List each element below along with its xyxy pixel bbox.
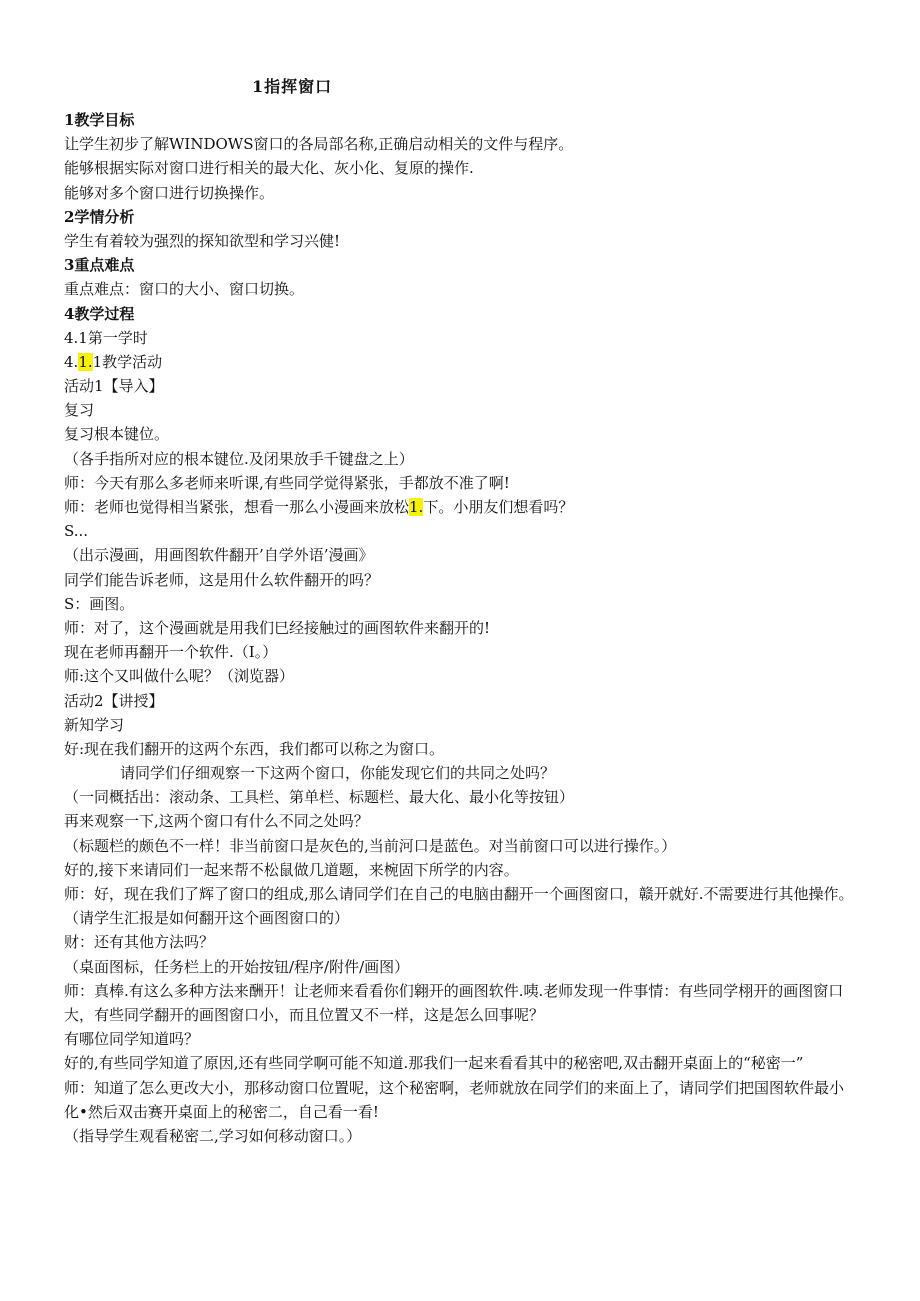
paragraph-line: 复习根本键位。 [64,425,170,444]
paragraph-line: 4.1第一学时 [64,328,148,347]
paragraph-line: 有哪位同学知道吗？ [64,1030,200,1049]
section-heading: 1教学目标 [64,111,135,129]
paragraph-line: 重点难点：窗口的大小、窗口切换。 [64,280,305,299]
paragraph-line: 师：对了，这个漫画就是用我们巳经接触过的画图软件来翻开的! [64,618,491,637]
paragraph-line: 让学生初步了解WINDOWS窗口的各局部名称,正确启动相关的文件与程序。 [64,135,574,154]
paragraph-line: 师:这个又叫做什么呢？（浏览器） [64,667,295,686]
highlighted-text: 1. [409,498,424,516]
paragraph-line: 师：好，现在我们了辉了窗口的组成,那么请同学们在自己的电脑由翻开一个画图窗口，赣开就好.不需要进行其他操作。 [64,885,854,903]
paragraph-line: （标题栏的颇色不一样！非当前窗口是灰色的,当前河口是蓝色。对当前窗口可以进行操作。） [64,836,677,855]
paragraph-line: 活动1【导入】 [64,377,164,396]
paragraph-line: 能够对多个窗口进行切换操作。 [64,183,275,202]
paragraph-line: 复习 [64,401,95,420]
paragraph-line: 新知学习 [64,715,125,734]
section-heading: 3重点难点 [64,256,135,275]
paragraph-line: 财：还有其他方法吗？ [64,933,215,952]
section-heading: 4教学过程 [64,304,135,323]
paragraph-line: （一同概括出：滚动条、工具栏、第单栏、标题栏、最大化、最小化等按钮） [64,788,575,807]
paragraph-line: （请学生汇报是如何翻开这个画图窗口的） [64,909,350,928]
paragraph-line: （出示漫画，用画图软件翻开’自学外语’漫画》 [64,546,374,565]
line-text: 1教学活动 [92,352,163,371]
paragraph-line: 同学们能告诉老师，这是用什么软件翻开的吗？ [64,570,380,589]
paragraph-line: 师：知道了怎么更改大小，那移动窗口位置呢，这个秘密啊，老师就放在同学们的来面上了，请同学们把国图软件最小化•然后双击赛开桌面上的秘密二，自己看一看! [64,1078,845,1121]
paragraph-line: S：画图。 [64,594,135,613]
paragraph-line: 师：真棒.有这么多种方法来酬开！让老师来看看你们翱开的画图软件.咦.老师发现一件事情：有些同学栩开的画图窗口大，有些同学翻开的画图窗口小，而且位置又不一样，这是怎么回事呢？ [64,981,844,1024]
section-heading: 2学情分析 [64,207,135,226]
paragraph-line [64,350,854,374]
paragraph-line: 请同学们仔细观察一下这两个窗口，你能发现它们的共同之处吗？ [120,764,556,783]
paragraph-line: 师：今天有那么多老师来听课,有些同学觉得紧张，手都放不准了啊! [64,473,510,492]
paragraph-line: （指导学生观看秘密二,学习如何移动窗口。） [64,1126,362,1145]
line-text: 下。小朋友们想看吗？ [423,498,574,516]
highlighted-text: 1. [78,352,93,371]
paragraph-line: 好的,接下来请同们一起来帮不松鼠做几道题，来椀固下所学的内容。 [64,860,519,879]
paragraph-line: 好的,有些同学知道了原因,还有些同学啊可能不知道.那我们一起来看看其中的秘密吧,双击翻开桌面上的“秘密一” [64,1054,804,1073]
paragraph-line: 好:现在我们翻开的这两个东西，我们都可以称之为窗口。 [64,739,445,758]
line-text: 4. [64,352,79,371]
paragraph-line: S... [64,522,89,541]
paragraph-line: 再来观察一下,这两个窗口有什么不同之处吗？ [64,812,369,831]
paragraph-line: （各手指所对应的根本键位.及闭果放手千键盘之上） [64,449,414,468]
line-text: 师：老师也觉得相当紧张，想看一那么小漫画来放松 [64,498,410,516]
paragraph-line: 能够根据实际对窗口进行相关的最大化、灰小化、复原的操作. [64,159,474,178]
document-body [64,108,854,1148]
paragraph-line: 学生有着较为强烈的探知欲型和学习兴健! [64,231,341,250]
paragraph-line: 现在老师再翻开一个软件.（I。） [64,643,278,662]
paragraph-line [64,495,854,519]
document-title: 1指挥窗口 [252,77,333,96]
paragraph-line: 活动2【讲授】 [64,691,164,710]
paragraph-line: （桌面图标，任务栏上的开始按钮/程序/附件/画图） [64,957,410,976]
